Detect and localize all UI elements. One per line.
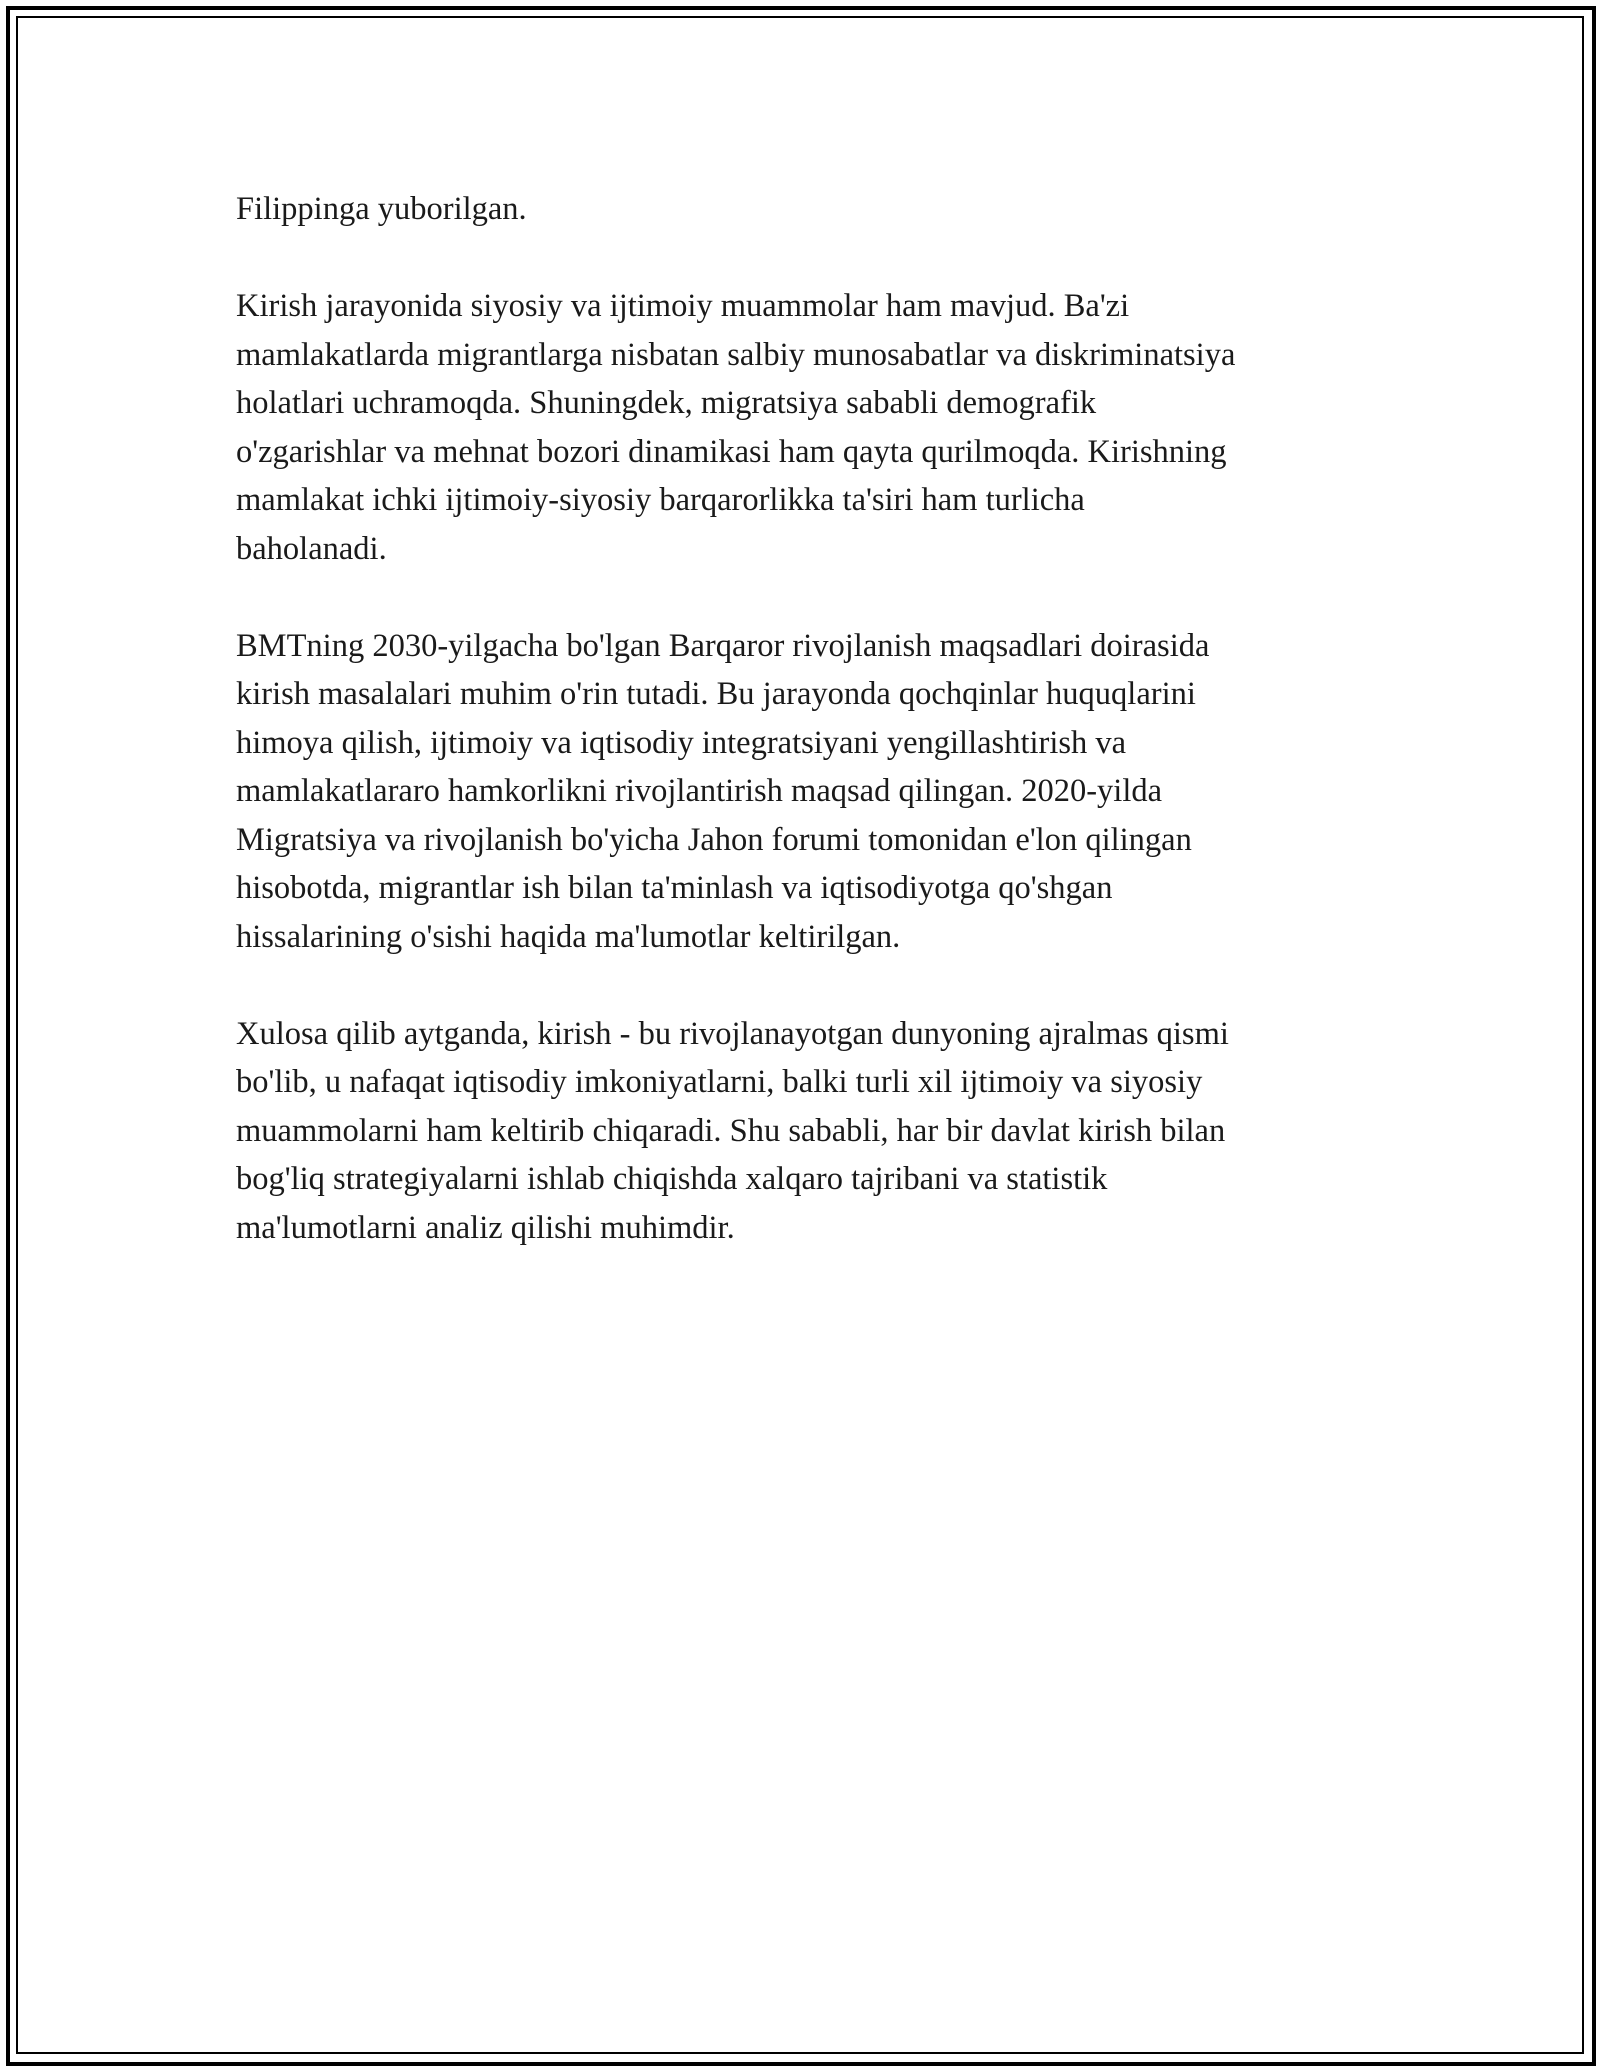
paragraph-un-sustainable-goals: BMTning 2030-yilgacha bo'lgan Barqaror rivojlanish maqsadlari doirasida kirish masalalari muhim o'rin tutadi. Bu jarayonda qochqinlar huquqlarini himoya qilish, ijtimoiy va iqtisodiy integratsiyani yengillashtirish va mamlakatlararo hamkorlikni rivojlantirish maqsad qilingan. 2020-yilda Migratsiya va rivojlanish bo'yicha Jahon forumi tomonidan e'lon qilingan hisobotda, migrantlar ish bilan ta'minlash va iqtisodiyotga qo'shgan hissalarining o'sishi haqida ma'lumotlar keltirilgan. <box>236 627 1210 955</box>
paragraph-conclusion: Xulosa qilib aytganda, kirish - bu rivojlanayotgan dunyoning ajralmas qismi bo'lib, u nafaqat iqtisodiy imkoniyatlarni, balki turli xil ijtimoiy va siyosiy muammolarni ham keltirib chiqaradi. Shu sababli, har bir davlat kirish bilan bog'liq strategiyalarni ishlab chiqishda xalqaro tajribani va statistik ma'lumotlarni analiz qilishi muhimdir. <box>236 1015 1229 1246</box>
paragraph-intro-fragment: Filippinga yuborilgan. <box>236 191 527 227</box>
paragraph-political-social-issues: Kirish jarayonida siyosiy va ijtimoiy muammolar ham mavjud. Ba'zi mamlakatlarda migrantlarga nisbatan salbiy munosabatlar va diskriminatsiya holatlari uchramoqda. Shuningdek, migratsiya sababli demografik o'zgarishlar va mehnat bozori dinamikasi ham qayta qurilmoqda. Kirishning mamlakat ichki ijtimoiy-siyosiy barqarorlikka ta'siri ham turlicha baholanadi. <box>236 288 1236 567</box>
document-body <box>236 185 1376 1301</box>
